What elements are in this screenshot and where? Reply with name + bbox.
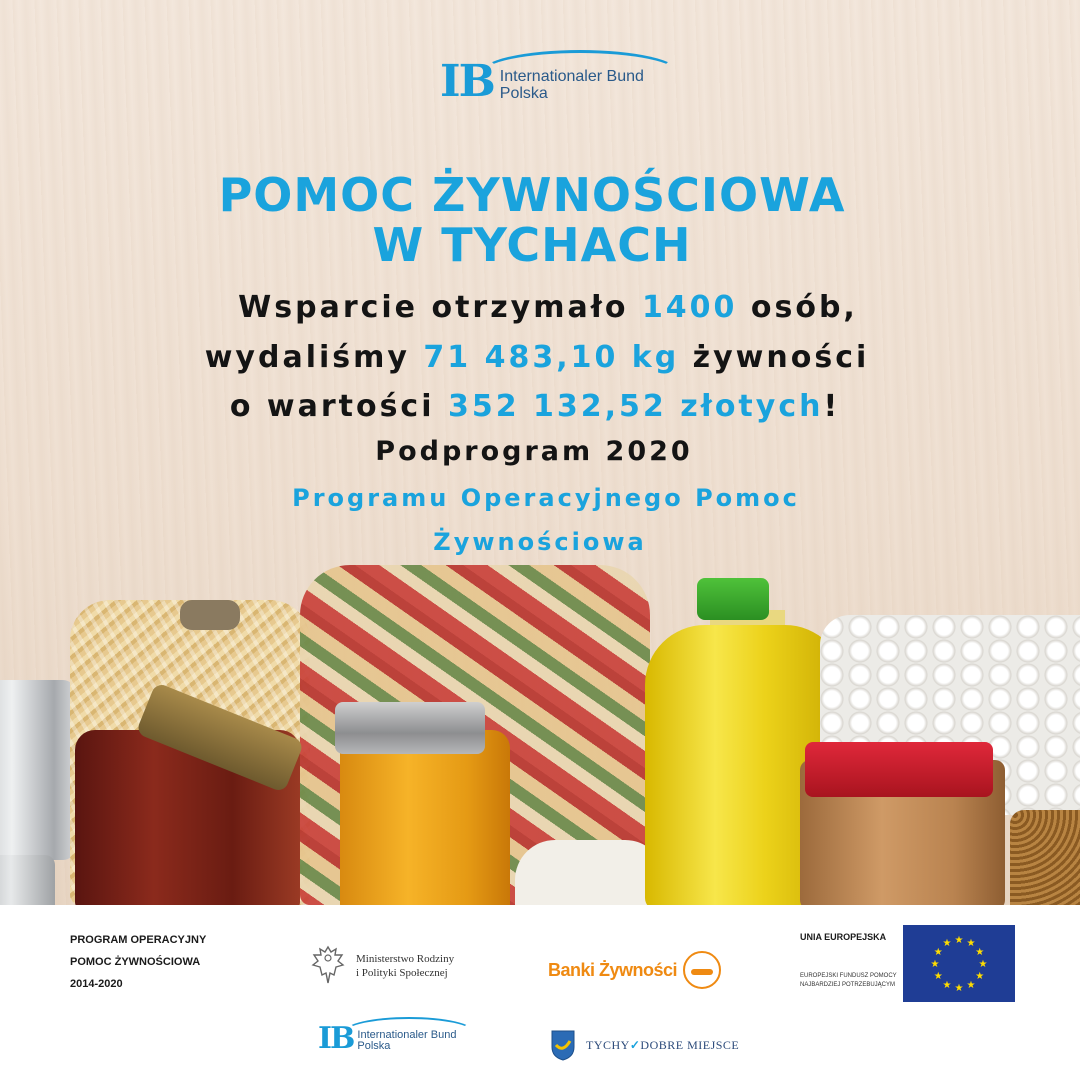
eu-star-icon: ★ (930, 959, 940, 970)
page-title-line2: W TYCHACH (372, 218, 692, 272)
tin-can-image (0, 680, 75, 860)
ib-logo-line2: Polska (499, 85, 548, 103)
honey-jar-image (340, 730, 510, 905)
tychy-slogan (586, 1038, 739, 1053)
oil-bottle-cap-image (697, 578, 769, 620)
tychy-logo (550, 1029, 739, 1061)
stat-line-value (0, 389, 1075, 424)
stat-line-weight (0, 340, 1077, 375)
rice-bag-image (515, 840, 665, 905)
ib-logo-line1: Internationaler Bund (357, 1028, 457, 1041)
eu-star-icon: ★ (942, 938, 952, 950)
tychy-check-icon: ✓ (629, 1037, 641, 1052)
stat-value: 352 132,52 złotych (447, 389, 824, 424)
program-label-line2: POMOC ŻYWNOŚCIOWA (70, 956, 201, 968)
subprogram-line: Podprogram 2020 (375, 436, 693, 467)
banki-zywnosci-label: Banki Żywności (548, 959, 678, 980)
ib-swoosh-icon (344, 1017, 474, 1047)
tin-can-image (0, 855, 55, 905)
banki-zywnosci-logo (548, 951, 721, 989)
lentils-bag-image (1010, 810, 1080, 905)
eu-star-icon: ★ (978, 959, 988, 970)
peanut-butter-lid-image (805, 742, 993, 797)
ib-logo-line1: Internationaler Bund (499, 68, 644, 86)
footer-logos (0, 905, 1080, 1080)
eu-star-icon: ★ (975, 947, 985, 958)
tychy-crest-icon (550, 1029, 576, 1061)
eu-flag-icon (903, 925, 1015, 1002)
eu-star-icon: ★ (954, 983, 964, 994)
stat-text: wydaliśmy (204, 340, 424, 375)
ib-logo-mark: IB (318, 1021, 354, 1056)
eu-star-icon: ★ (966, 979, 976, 991)
ministry-line2: i Polityki Społecznej (356, 967, 448, 979)
program-operacyjny-label (70, 929, 206, 995)
eu-star-icon: ★ (975, 971, 985, 982)
eu-label: UNIA EUROPEJSKA (800, 932, 887, 942)
eu-fund-label (800, 972, 897, 990)
ib-logo-top (440, 56, 644, 107)
tychy-slogan-text: DOBRE MIEJSCE (640, 1037, 740, 1052)
eu-fund-line2: NAJBARDZIEJ POTRZEBUJĄCYM (800, 982, 896, 988)
stat-text: żywności (679, 340, 870, 375)
ministry-line1: Ministerstwo Rodziny (356, 953, 455, 965)
ib-swoosh-icon (480, 50, 680, 96)
program-label-line1: PROGRAM OPERACYJNY (70, 934, 207, 946)
ib-logo-bottom (318, 1021, 456, 1056)
stat-text: ! (823, 389, 841, 424)
ib-logo-line2: Polska (357, 1040, 391, 1053)
stat-weight: 71 483,10 kg (423, 340, 680, 375)
polish-eagle-icon (310, 943, 346, 989)
program-name-line2: Żywnościowa (433, 528, 647, 556)
eu-star-icon: ★ (933, 947, 943, 958)
ib-logo-mark: IB (440, 56, 494, 107)
eu-star-icon: ★ (966, 938, 976, 950)
stat-line-people (8, 290, 1080, 325)
program-name-line1: Programu Operacyjnego Pomoc (292, 484, 800, 512)
eu-fund-line1: EUROPEJSKI FUNDUSZ POMOCY (800, 973, 897, 979)
eu-star-icon: ★ (942, 979, 952, 991)
noodle-bag-clip-image (180, 600, 240, 630)
page-title-line1: POMOC ŻYWNOŚCIOWA (218, 168, 846, 222)
stat-text: o wartości (229, 389, 448, 424)
ministry-name (356, 952, 454, 980)
eu-star-icon: ★ (954, 935, 964, 946)
eu-star-icon: ★ (933, 971, 943, 982)
banki-zywnosci-icon (683, 951, 721, 989)
ministry-logo (310, 943, 454, 989)
stat-text: osób, (737, 290, 858, 325)
stat-text: Wsparcie otrzymało (238, 290, 642, 325)
honey-jar-lid-image (335, 702, 485, 754)
program-label-line3: 2014-2020 (70, 978, 123, 990)
stat-people-count: 1400 (641, 290, 738, 325)
tychy-name: TYCHY (586, 1037, 630, 1052)
